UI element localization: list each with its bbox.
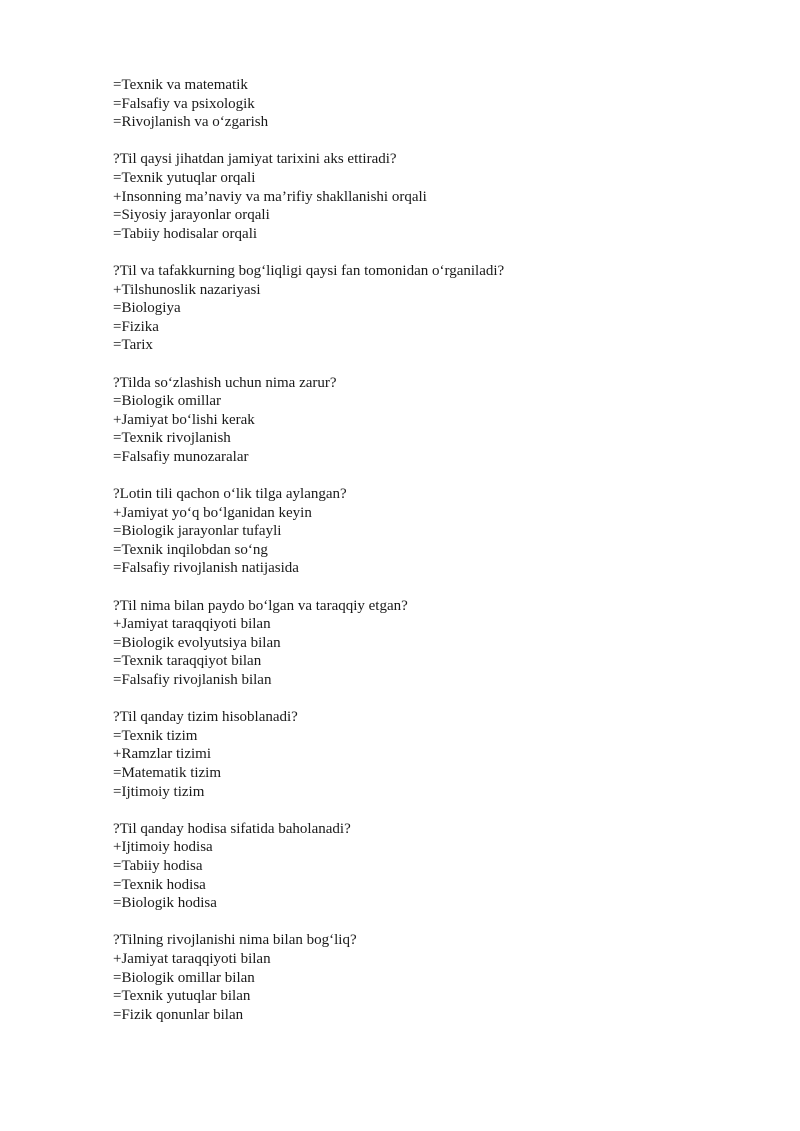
question-text: ?Til qanday hodisa sifatida baholanadi? <box>113 820 351 837</box>
answer-option: =Biologik omillar bilan <box>113 969 255 986</box>
answer-option: =Biologik evolyutsiya bilan <box>113 634 281 651</box>
answer-option: =Falsafiy va psixologik <box>113 95 255 112</box>
answer-option: =Texnik va matematik <box>113 77 248 93</box>
answer-option: =Biologiya <box>113 300 181 317</box>
answer-option: +Jamiyat bo‘lishi kerak <box>113 411 255 428</box>
question-block <box>113 597 760 690</box>
question-text: ?Til nima bilan paydo bo‘lgan va taraqqiy etgan? <box>113 597 408 614</box>
question-block <box>113 262 760 355</box>
question-block <box>113 485 760 578</box>
question-text: ?Til qaysi jihatdan jamiyat tarixini aks ettiradi? <box>113 151 397 168</box>
answer-option: =Siyosiy jarayonlar orqali <box>113 207 270 224</box>
question-text: ?Til qanday tizim hisoblanadi? <box>113 709 298 726</box>
answer-option: =Biologik hodisa <box>113 895 217 912</box>
question-text: ?Lotin tili qachon o‘lik tilga aylangan? <box>113 486 347 503</box>
answer-option: =Tabiiy hodisalar orqali <box>113 225 258 242</box>
answer-option: +Ramzlar tizimi <box>113 746 212 763</box>
question-block <box>113 374 760 467</box>
answer-option: =Texnik tizim <box>113 727 198 744</box>
answer-option: =Tabiiy hodisa <box>113 857 203 874</box>
question-text: ?Tilda so‘zlashish uchun nima zarur? <box>113 374 337 391</box>
answer-option: =Texnik yutuqlar bilan <box>113 988 251 1005</box>
answer-option: =Tarix <box>113 337 153 354</box>
answer-option: =Biologik jarayonlar tufayli <box>113 523 282 540</box>
answer-option: +Ijtimoiy hodisa <box>113 839 213 856</box>
answer-option: =Rivojlanish va o‘zgarish <box>113 114 269 131</box>
answer-option: =Texnik hodisa <box>113 876 206 893</box>
answer-option: =Matematik tizim <box>113 764 222 781</box>
answer-option: =Falsafiy rivojlanish bilan <box>113 672 272 688</box>
answer-option: =Fizika <box>113 318 159 335</box>
answer-option: +Jamiyat taraqqiyoti bilan <box>113 616 271 633</box>
question-block <box>113 150 760 243</box>
answer-option: =Ijtimoiy tizim <box>113 783 205 800</box>
answer-option: +Jamiyat yo‘q bo‘lganidan keyin <box>113 504 312 521</box>
answer-option: +Insonning ma’naviy va ma’rifiy shakllanishi orqali <box>113 188 427 205</box>
answer-option: =Texnik taraqqiyot bilan <box>113 653 262 670</box>
question-block <box>113 820 760 913</box>
question-block <box>113 708 760 801</box>
lead-options <box>113 76 760 132</box>
answer-option: =Biologik omillar <box>113 393 222 410</box>
answer-option: =Fizik qonunlar bilan <box>113 1006 244 1023</box>
question-text: ?Tilning rivojlanishi nima bilan bog‘liq? <box>113 932 357 949</box>
answer-option: +Jamiyat taraqqiyoti bilan <box>113 950 271 967</box>
question-text: ?Til va tafakkurning bog‘liqligi qaysi fan tomonidan o‘rganiladi? <box>113 262 505 279</box>
answer-option: =Falsafiy munozaralar <box>113 448 249 465</box>
question-block <box>113 931 760 1024</box>
answer-option: =Texnik yutuqlar orqali <box>113 169 256 186</box>
answer-option: =Falsafiy rivojlanish natijasida <box>113 560 299 577</box>
answer-option: +Tilshunoslik nazariyasi <box>113 281 261 298</box>
answer-option: =Texnik rivojlanish <box>113 430 231 447</box>
answer-option: =Texnik inqilobdan so‘ng <box>113 541 268 558</box>
